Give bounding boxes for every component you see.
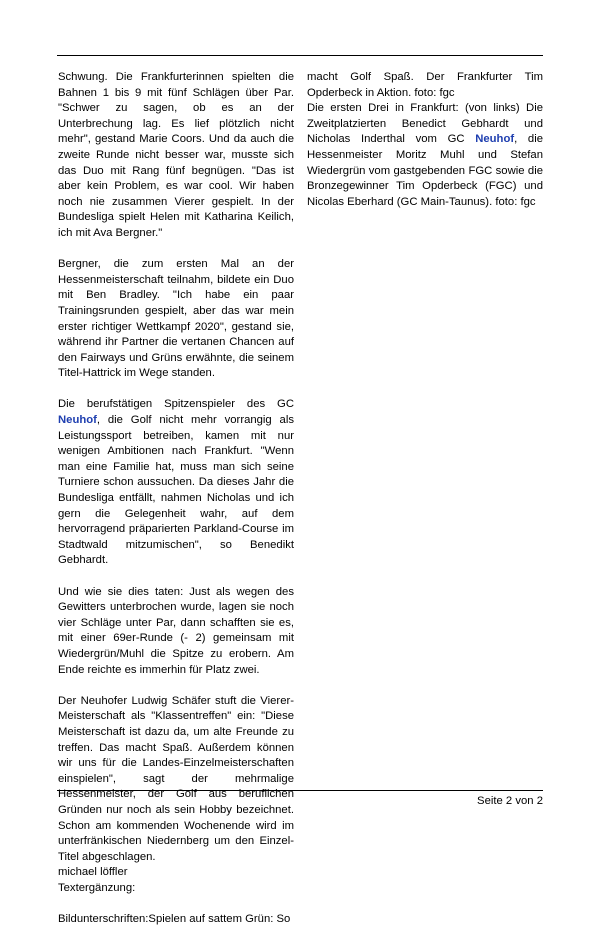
author-line: michael löffler [58,866,128,879]
caption-start: Bildunterschriften:Spielen auf sattem Grün: So [58,913,291,926]
paragraph-3 [58,397,294,569]
caption-2-start: Die ersten Drei in Frankfurt: (von links) Die Zweitplatzierten Benedict Gebhardt und Nicholas Inderthal vom GC [307,102,543,146]
paragraph-3-end: , die Golf nicht mehr vorrangig als Leistungssport betreiben, kamen mit nur wenigen Ambitionen nach Frankfurt. "Wenn man eine Familie hat, muss man sich seine Turniere schon aussuchen. Da dieses Jahr die Bundesliga entfällt, nahmen Nicholas und ich gern die Gelegenheit wahr, auf dem hervorragend präparierten Parkland-Course im Stadtwald mitzumischen", so Benedikt Gebhardt. [58,414,294,567]
paragraph-5: Der Neuhofer Ludwig Schäfer stuft die Vierer-Meisterschaft als "Klassentreffen" ein: "Diese Meisterschaft ist dazu da, um alte Freunde zu treffen. Das macht Spaß. Außerdem können wir uns für die Landes-Einzelmeisterschaften einspielen", sagt der mehrmalige Hessenmeister, der Golf aus beruflichen Gründen nur noch als sein Hobby bezeichnet. Schon am kommenden Wochenende wird im unterfränkischen Niedernberg um den Einzel-Titel abgeschlagen. [58,694,294,863]
text-addition-label: Textergänzung: [58,881,136,894]
header-rule [57,55,543,56]
paragraph-3-start: Die berufstätigen Spitzenspieler des GC [58,398,294,411]
right-column [307,70,543,210]
paragraph-2: Bergner, die zum ersten Mal an der Hessenmeisterschaft teilnahm, bildete ein Duo mit Ben Bradley. "Ich habe ein paar Trainingsrunden gespielt, aber das war mein erster richtiger Wettkampf 2020", gestand sie, während ihr Partner die vertanen Chancen auf den Fairways und Grüns erwähnte, die seinem Titel-Hattrick im Wege standen. [58,258,294,380]
paragraph-4: Und wie sie dies taten: Just als wegen des Gewitters unterbrochen wurde, lagen sie noch vier Schläge unter Par, dann schafften sie es, mit einer 69er-Runde (- 2) gemeinsam mit Wiedergrün/Muhl die Spitze zu erobern. Am Ende reichte es immerhin für Platz zwei. [58,585,294,676]
page-number: Seite 2 von 2 [477,795,543,807]
highlight-neuhof-2: Neuhof [475,133,515,146]
left-column [58,70,294,928]
caption-2 [307,101,543,210]
highlight-neuhof: Neuhof [58,414,97,427]
footer-rule [57,790,543,791]
caption-continuation: macht Golf Spaß. Der Frankfurter Tim Opderbeck in Aktion. foto: fgc [307,71,543,99]
paragraph-1: Schwung. Die Frankfurterinnen spielten die Bahnen 1 bis 9 mit fünf Schlägen über Par. "Schwer zu sagen, ob es an der Unterbrechung lag. Es lief plötzlich nicht mehr", gestand Marie Coors. Und da auch die zweite Runde nicht besser war, musste sich das Duo mit Rang fünf begnügen. "Das ist aber kein Problem, es war cool. Wir haben noch nie zusammen Vierer gespielt. In der Bundesliga spielt Helen mit Katharina Keilich, ich mit Ava Bergner." [58,71,294,239]
caption-2-end: , die Hessenmeister Moritz Muhl und Stefan Wiedergrün vom gastgebenden FGC sowie die Bronzegewinner Tim Opderbeck (FGC) und Nicolas Eberhard (GC Main-Taunus). foto: fgc [307,133,543,208]
